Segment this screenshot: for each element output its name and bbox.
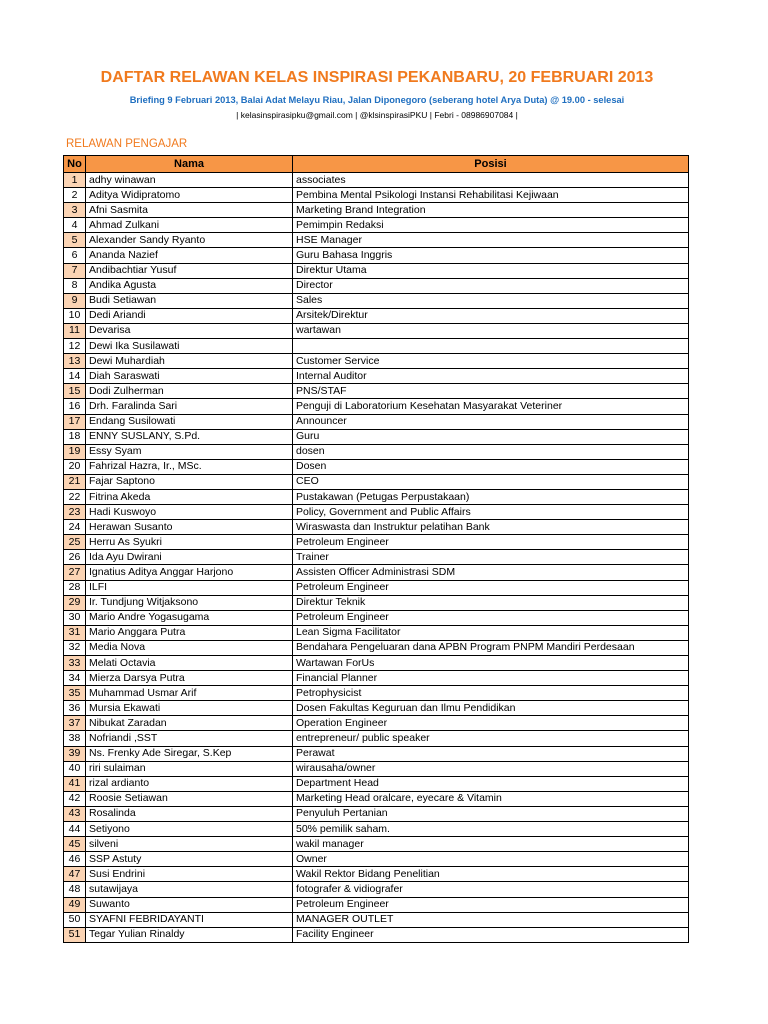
- cell-posisi: Trainer: [293, 550, 689, 565]
- cell-no: 46: [64, 852, 86, 867]
- cell-no: 12: [64, 339, 86, 354]
- table-row: [64, 414, 689, 429]
- table-row: [64, 384, 689, 399]
- cell-nama: Muhammad Usmar Arif: [86, 686, 293, 701]
- cell-posisi: Guru: [293, 429, 689, 444]
- cell-nama: ILFI: [86, 580, 293, 595]
- cell-no: 29: [64, 595, 86, 610]
- table-row: [64, 369, 689, 384]
- cell-no: 20: [64, 459, 86, 474]
- cell-no: 10: [64, 308, 86, 323]
- cell-no: 23: [64, 505, 86, 520]
- cell-no: 19: [64, 444, 86, 459]
- cell-nama: Ignatius Aditya Anggar Harjono: [86, 565, 293, 580]
- table-row: [64, 293, 689, 308]
- document-title: DAFTAR RELAWAN KELAS INSPIRASI PEKANBARU, 20 FEBRUARI 2013: [100, 69, 654, 86]
- cell-nama: adhy winawan: [86, 173, 293, 188]
- table-row: [64, 806, 689, 821]
- cell-no: 1: [64, 173, 86, 188]
- table-row: [64, 716, 689, 731]
- table-row: [64, 837, 689, 852]
- cell-nama: Suwanto: [86, 897, 293, 912]
- cell-nama: Dedi Ariandi: [86, 308, 293, 323]
- table-row: [64, 776, 689, 791]
- table-row: [64, 218, 689, 233]
- cell-posisi: Director: [293, 278, 689, 293]
- table-row: [64, 459, 689, 474]
- header-nama: Nama: [86, 156, 293, 173]
- table-row: [64, 625, 689, 640]
- cell-posisi: Lean Sigma Facilitator: [293, 625, 689, 640]
- cell-posisi: Operation Engineer: [293, 716, 689, 731]
- cell-posisi: 50% pemilik saham.: [293, 822, 689, 837]
- cell-posisi: Internal Auditor: [293, 369, 689, 384]
- table-row: [64, 656, 689, 671]
- cell-nama: rizal ardianto: [86, 776, 293, 791]
- cell-posisi: HSE Manager: [293, 233, 689, 248]
- cell-posisi: [293, 339, 689, 354]
- table-row: [64, 746, 689, 761]
- cell-no: 44: [64, 822, 86, 837]
- cell-no: 7: [64, 263, 86, 278]
- cell-no: 38: [64, 731, 86, 746]
- table-row: [64, 852, 689, 867]
- cell-nama: Ahmad Zulkani: [86, 218, 293, 233]
- cell-posisi: Penguji di Laboratorium Kesehatan Masyarakat Veteriner: [293, 399, 689, 414]
- cell-nama: silveni: [86, 837, 293, 852]
- cell-nama: Ananda Nazief: [86, 248, 293, 263]
- cell-nama: SYAFNI FEBRIDAYANTI: [86, 912, 293, 927]
- table-body: [64, 173, 689, 943]
- cell-no: 30: [64, 610, 86, 625]
- cell-no: 41: [64, 776, 86, 791]
- cell-posisi: wartawan: [293, 323, 689, 338]
- cell-nama: Ida Ayu Dwirani: [86, 550, 293, 565]
- cell-nama: Devarisa: [86, 323, 293, 338]
- cell-nama: Nibukat Zaradan: [86, 716, 293, 731]
- cell-no: 6: [64, 248, 86, 263]
- cell-no: 28: [64, 580, 86, 595]
- table-row: [64, 173, 689, 188]
- cell-nama: Diah Saraswati: [86, 369, 293, 384]
- table-row: [64, 761, 689, 776]
- table-row: [64, 233, 689, 248]
- cell-no: 49: [64, 897, 86, 912]
- cell-no: 27: [64, 565, 86, 580]
- cell-no: 47: [64, 867, 86, 882]
- cell-no: 26: [64, 550, 86, 565]
- cell-no: 8: [64, 278, 86, 293]
- cell-posisi: entrepreneur/ public speaker: [293, 731, 689, 746]
- cell-posisi: Direktur Utama: [293, 263, 689, 278]
- cell-nama: sutawijaya: [86, 882, 293, 897]
- cell-nama: Hadi Kuswoyo: [86, 505, 293, 520]
- cell-no: 50: [64, 912, 86, 927]
- cell-nama: Tegar Yulian Rinaldy: [86, 927, 293, 942]
- cell-posisi: Bendahara Pengeluaran dana APBN Program PNPM Mandiri Perdesaan: [293, 640, 689, 655]
- cell-nama: Ir. Tundjung Witjaksono: [86, 595, 293, 610]
- table-row: [64, 550, 689, 565]
- table-row: [64, 671, 689, 686]
- table-row: [64, 580, 689, 595]
- cell-nama: Melati Octavia: [86, 656, 293, 671]
- table-row: [64, 339, 689, 354]
- cell-no: 14: [64, 369, 86, 384]
- header-posisi: Posisi: [293, 156, 689, 173]
- cell-no: 9: [64, 293, 86, 308]
- table-row: [64, 867, 689, 882]
- cell-no: 11: [64, 323, 86, 338]
- cell-no: 16: [64, 399, 86, 414]
- table-row: [64, 505, 689, 520]
- cell-nama: Dewi Ika Susilawati: [86, 339, 293, 354]
- table-row: [64, 308, 689, 323]
- table-row: [64, 474, 689, 489]
- cell-posisi: Sales: [293, 293, 689, 308]
- cell-nama: Susi Endrini: [86, 867, 293, 882]
- table-row: [64, 323, 689, 338]
- table-row: [64, 444, 689, 459]
- cell-nama: Fahrizal Hazra, Ir., MSc.: [86, 459, 293, 474]
- cell-posisi: MANAGER OUTLET: [293, 912, 689, 927]
- cell-posisi: Guru Bahasa Inggris: [293, 248, 689, 263]
- cell-nama: Dewi Muhardiah: [86, 354, 293, 369]
- table-row: [64, 489, 689, 504]
- table-row: [64, 701, 689, 716]
- cell-no: 35: [64, 686, 86, 701]
- cell-posisi: Pustakawan (Petugas Perpustakaan): [293, 489, 689, 504]
- section-heading: RELAWAN PENGAJAR: [66, 138, 188, 150]
- table-row: [64, 263, 689, 278]
- cell-no: 22: [64, 489, 86, 504]
- cell-nama: Mario Andre Yogasugama: [86, 610, 293, 625]
- cell-nama: Herawan Susanto: [86, 520, 293, 535]
- cell-nama: Herru As Syukri: [86, 535, 293, 550]
- cell-no: 24: [64, 520, 86, 535]
- cell-no: 39: [64, 746, 86, 761]
- table-row: [64, 565, 689, 580]
- cell-no: 48: [64, 882, 86, 897]
- table-row: [64, 535, 689, 550]
- cell-nama: Andika Agusta: [86, 278, 293, 293]
- cell-posisi: Petroleum Engineer: [293, 610, 689, 625]
- cell-nama: Budi Setiawan: [86, 293, 293, 308]
- table-row: [64, 610, 689, 625]
- table-row: [64, 399, 689, 414]
- cell-posisi: wirausaha/owner: [293, 761, 689, 776]
- cell-nama: Afni Sasmita: [86, 203, 293, 218]
- cell-posisi: Petroleum Engineer: [293, 897, 689, 912]
- cell-no: 43: [64, 806, 86, 821]
- cell-nama: Ns. Frenky Ade Siregar, S.Kep: [86, 746, 293, 761]
- cell-nama: Roosie Setiawan: [86, 791, 293, 806]
- cell-no: 17: [64, 414, 86, 429]
- cell-no: 3: [64, 203, 86, 218]
- cell-nama: Endang Susilowati: [86, 414, 293, 429]
- cell-posisi: Petroleum Engineer: [293, 580, 689, 595]
- cell-posisi: Penyuluh Pertanian: [293, 806, 689, 821]
- cell-posisi: Wakil Rektor Bidang Penelitian: [293, 867, 689, 882]
- cell-posisi: Customer Service: [293, 354, 689, 369]
- cell-posisi: Wiraswasta dan Instruktur pelatihan Bank: [293, 520, 689, 535]
- table-row: [64, 686, 689, 701]
- cell-nama: Mierza Darsya Putra: [86, 671, 293, 686]
- cell-posisi: Financial Planner: [293, 671, 689, 686]
- table-row: [64, 640, 689, 655]
- cell-nama: Media Nova: [86, 640, 293, 655]
- table-row: [64, 203, 689, 218]
- cell-posisi: wakil manager: [293, 837, 689, 852]
- table-row: [64, 595, 689, 610]
- cell-no: 13: [64, 354, 86, 369]
- cell-nama: Fajar Saptono: [86, 474, 293, 489]
- table-row: [64, 731, 689, 746]
- cell-nama: Alexander Sandy Ryanto: [86, 233, 293, 248]
- cell-nama: Aditya Widipratomo: [86, 188, 293, 203]
- cell-posisi: Petrophysicist: [293, 686, 689, 701]
- table-row: [64, 822, 689, 837]
- cell-nama: Setiyono: [86, 822, 293, 837]
- cell-no: 4: [64, 218, 86, 233]
- cell-nama: Nofriandi ,SST: [86, 731, 293, 746]
- cell-posisi: Perawat: [293, 746, 689, 761]
- cell-posisi: Direktur Teknik: [293, 595, 689, 610]
- table-row: [64, 188, 689, 203]
- cell-nama: Essy Syam: [86, 444, 293, 459]
- cell-nama: Mario Anggara Putra: [86, 625, 293, 640]
- cell-posisi: fotografer & vidiografer: [293, 882, 689, 897]
- cell-posisi: PNS/STAF: [293, 384, 689, 399]
- cell-no: 21: [64, 474, 86, 489]
- cell-no: 33: [64, 656, 86, 671]
- cell-posisi: Petroleum Engineer: [293, 535, 689, 550]
- cell-posisi: Dosen: [293, 459, 689, 474]
- briefing-info: Briefing 9 Februari 2013, Balai Adat Melayu Riau, Jalan Diponegoro (seberang hotel Arya Duta) @ 19.00 - selesai: [129, 95, 625, 105]
- cell-no: 32: [64, 640, 86, 655]
- cell-no: 42: [64, 791, 86, 806]
- cell-no: 36: [64, 701, 86, 716]
- cell-posisi: Marketing Brand Integration: [293, 203, 689, 218]
- table-row: [64, 791, 689, 806]
- cell-posisi: Department Head: [293, 776, 689, 791]
- header-no: No: [64, 156, 86, 173]
- cell-no: 31: [64, 625, 86, 640]
- table-row: [64, 882, 689, 897]
- table-row: [64, 520, 689, 535]
- cell-no: 5: [64, 233, 86, 248]
- cell-posisi: Pembina Mental Psikologi Instansi Rehabilitasi Kejiwaan: [293, 188, 689, 203]
- cell-no: 45: [64, 837, 86, 852]
- cell-posisi: Dosen Fakultas Keguruan dan Ilmu Pendidikan: [293, 701, 689, 716]
- cell-posisi: Wartawan ForUs: [293, 656, 689, 671]
- volunteer-table: [63, 155, 689, 943]
- contact-info: | kelasinspirasipku@gmail.com | @klsinspirasiPKU | Febri - 08986907084 |: [236, 110, 518, 120]
- cell-nama: Mursia Ekawati: [86, 701, 293, 716]
- table-row: [64, 897, 689, 912]
- table-row: [64, 278, 689, 293]
- cell-posisi: associates: [293, 173, 689, 188]
- cell-posisi: Owner: [293, 852, 689, 867]
- cell-posisi: dosen: [293, 444, 689, 459]
- cell-posisi: Pemimpin Redaksi: [293, 218, 689, 233]
- cell-posisi: Marketing Head oralcare, eyecare & Vitamin: [293, 791, 689, 806]
- cell-no: 51: [64, 927, 86, 942]
- table-header-row: [64, 156, 689, 173]
- cell-posisi: Facility Engineer: [293, 927, 689, 942]
- cell-nama: Drh. Faralinda Sari: [86, 399, 293, 414]
- cell-posisi: Policy, Government and Public Affairs: [293, 505, 689, 520]
- table-row: [64, 354, 689, 369]
- cell-no: 25: [64, 535, 86, 550]
- cell-posisi: CEO: [293, 474, 689, 489]
- table-row: [64, 912, 689, 927]
- cell-posisi: Announcer: [293, 414, 689, 429]
- cell-no: 15: [64, 384, 86, 399]
- cell-nama: SSP Astuty: [86, 852, 293, 867]
- cell-nama: Rosalinda: [86, 806, 293, 821]
- table-row: [64, 248, 689, 263]
- cell-no: 34: [64, 671, 86, 686]
- table-row: [64, 927, 689, 942]
- cell-no: 18: [64, 429, 86, 444]
- cell-nama: riri sulaiman: [86, 761, 293, 776]
- cell-no: 2: [64, 188, 86, 203]
- cell-no: 37: [64, 716, 86, 731]
- cell-no: 40: [64, 761, 86, 776]
- cell-posisi: Arsitek/Direktur: [293, 308, 689, 323]
- cell-nama: Dodi Zulherman: [86, 384, 293, 399]
- cell-nama: Andibachtiar Yusuf: [86, 263, 293, 278]
- cell-nama: ENNY SUSLANY, S.Pd.: [86, 429, 293, 444]
- cell-posisi: Assisten Officer Administrasi SDM: [293, 565, 689, 580]
- cell-nama: Fitrina Akeda: [86, 489, 293, 504]
- table-row: [64, 429, 689, 444]
